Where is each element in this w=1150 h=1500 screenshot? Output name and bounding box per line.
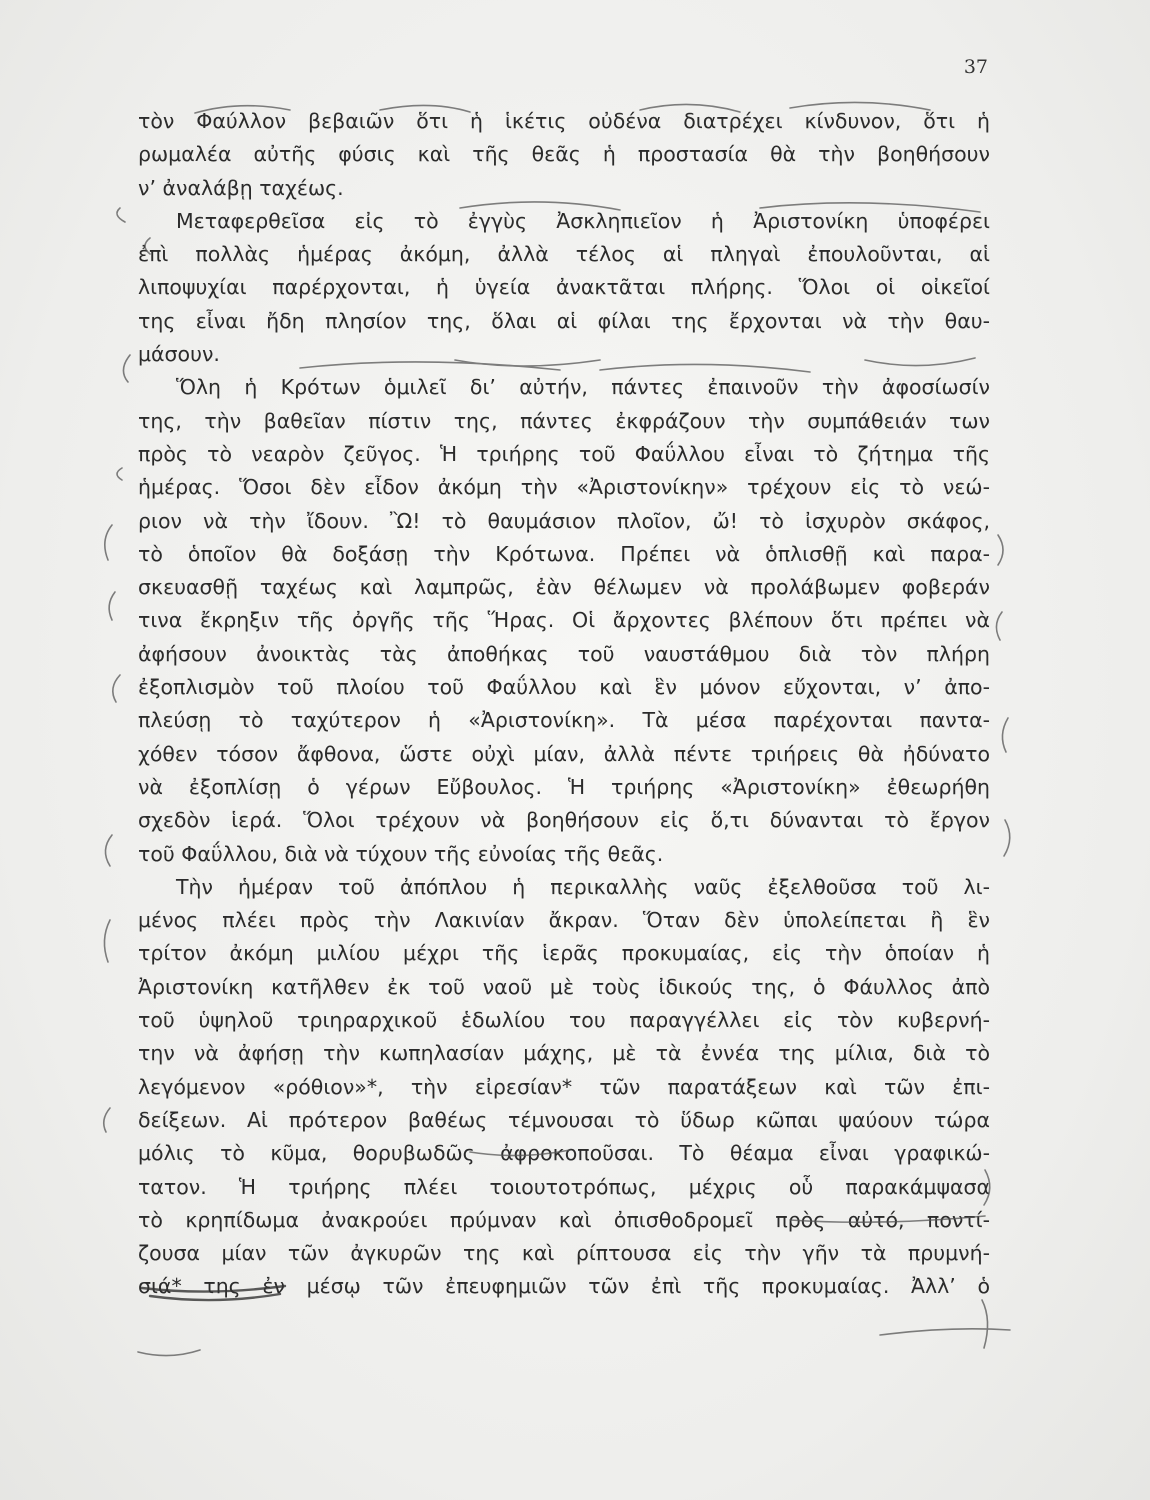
text-line: ριον νὰ τὴν ἴδουν. Ὢ! τὸ θαυμάσιον πλοῖον, ὤ! τὸ ἰσχυρὸν σκάφος, xyxy=(138,508,990,533)
text-line: Ἀριστονίκη κατῆλθεν ἐκ τοῦ ναοῦ μὲ τοὺς ἰδικούς της, ὁ Φάυλλος ἀπὸ xyxy=(138,974,990,999)
text-line: σκευασθῇ ταχέως καὶ λαμπρῶς, ἐὰν θέλωμεν νὰ προλάβωμεν φοβεράν xyxy=(138,575,990,600)
body-text xyxy=(138,105,990,1304)
text-line: ζουσα μίαν τῶν ἀγκυρῶν της καὶ ρίπτουσα εἰς τὴν γῆν τὰ πρυμνή- xyxy=(138,1241,990,1266)
text-line: ρωμαλέα αὐτῆς φύσις καὶ τῆς θεᾶς ἡ προστασία θὰ τὴν βοηθήσουν xyxy=(138,142,990,167)
text-line: τὸ ὁποῖον θὰ δοξάσῃ τὴν Κρότωνα. Πρέπει νὰ ὁπλισθῇ καὶ παρα- xyxy=(138,541,990,566)
margin-bracket xyxy=(117,208,125,222)
text-line: δείξεων. Αἱ πρότερον βαθέως τέμνουσαι τὸ ὕδωρ κῶπαι ψαύουν τώρα xyxy=(138,1107,990,1132)
text-line: τρίτον ἀκόμη μιλίου μέχρι τῆς ἱερᾶς προκυμαίας, εἰς τὴν ὁποίαν ἡ xyxy=(138,941,990,966)
text-line: της εἶναι ἤδη πλησίον της, ὅλαι αἱ φίλαι της ἔρχονται νὰ τὴν θαυ- xyxy=(138,308,990,333)
margin-bracket xyxy=(982,1300,988,1348)
text-line: σιά* της ἐν μέσῳ τῶν ἐπευφημιῶν τῶν ἐπὶ τῆς προκυμαίας. Ἀλλ’ ὁ xyxy=(138,1274,990,1299)
underline-mark xyxy=(138,1350,200,1356)
text-line: πρὸς τὸ νεαρὸν ζεῦγος. Ἡ τριήρης τοῦ Φαΰλλου εἶναι τὸ ζήτημα τῆς xyxy=(138,441,990,466)
text-line: μένος πλέει πρὸς τὴν Λακινίαν ἄκραν. Ὅταν δὲν ὑπολείπεται ἢ ἓν xyxy=(138,908,990,933)
margin-bracket xyxy=(113,675,120,702)
text-line: τατον. Ἡ τριήρης πλέει τοιουτοτρόπως, μέχρις οὗ παρακάμψασα xyxy=(138,1174,990,1199)
underline-mark xyxy=(880,1329,1010,1335)
margin-bracket xyxy=(105,835,112,866)
text-line: ἀφήσουν ἀνοικτὰς τὰς ἀποθήκας τοῦ ναυστάθμου διὰ τὸν πλήρη xyxy=(138,641,990,666)
text-line: μόλις τὸ κῦμα, θορυβωδῶς ἀφροκοποῦσαι. Τὸ θέαμα εἶναι γραφικώ- xyxy=(138,1141,990,1166)
text-line: λεγόμενον «ρόθιον»*, τὴν εἰρεσίαν* τῶν παρατάξεων καὶ τῶν ἐπι- xyxy=(138,1074,990,1099)
text-line: τινα ἔκρηξιν τῆς ὀργῆς τῆς Ἥρας. Οἱ ἄρχοντες βλέπουν ὅτι πρέπει νὰ xyxy=(138,608,990,633)
text-line: Ὅλη ἡ Κρότων ὁμιλεῖ δι’ αὐτήν, πάντες ἐπαινοῦν τὴν ἀφοσίωσίν xyxy=(176,375,990,400)
text-line: ν’ ἀναλάβῃ ταχέως. xyxy=(138,175,344,200)
margin-bracket xyxy=(1002,718,1008,752)
text-line: τοῦ Φαΰλλου, διὰ νὰ τύχουν τῆς εὐνοίας τῆς θεᾶς. xyxy=(138,841,664,866)
text-line: ἐξοπλισμὸν τοῦ πλοίου τοῦ Φαΰλλου καὶ ἓν μόνον εὔχονται, ν’ ἀπο- xyxy=(138,675,990,700)
margin-bracket xyxy=(104,920,110,962)
text-line: νὰ ἐξοπλίσῃ ὁ γέρων Εὔβουλος. Ἡ τριήρης «Ἀριστονίκη» ἐθεωρήθη xyxy=(138,774,990,799)
text-line: ἡμέρας. Ὅσοι δὲν εἶδον ἀκόμη τὴν «Ἀριστονίκην» τρέχουν εἰς τὸ νεώ- xyxy=(138,475,990,500)
margin-bracket xyxy=(996,612,1002,640)
text-line: ἐπὶ πολλὰς ἡμέρας ἀκόμη, ἀλλὰ τέλος αἱ πληγαὶ ἐπουλοῦνται, αἱ xyxy=(138,242,990,267)
margin-bracket xyxy=(104,1108,110,1132)
margin-bracket xyxy=(998,535,1003,565)
text-line: την νὰ ἀφήσῃ τὴν κωπηλασίαν μάχης, μὲ τὰ ἐννέα της μίλια, διὰ τὸ xyxy=(138,1041,990,1066)
margin-bracket xyxy=(117,468,122,480)
text-line: πλεύσῃ τὸ ταχύτερον ἡ «Ἀριστονίκη». Τὰ μέσα παρέχονται παντα- xyxy=(138,708,990,733)
text-line: λιποψυχίαι παρέρχονται, ἡ ὑγεία ἀνακτᾶται πλήρης. Ὅλοι οἱ οἰκεῖοί xyxy=(138,275,990,300)
margin-bracket xyxy=(123,355,130,382)
page-number: 37 xyxy=(963,56,988,78)
margin-bracket xyxy=(105,525,112,560)
text-line: της, τὴν βαθεῖαν πίστιν της, πάντες ἐκφράζουν τὴν συμπάθειάν των xyxy=(138,408,990,433)
text-line: τὸ κρηπίδωμα ἀνακρούει πρύμναν καὶ ὀπισθοδρομεῖ πρὸς αὐτό, ποντί- xyxy=(138,1207,990,1232)
text-line: Τὴν ἡμέραν τοῦ ἀπόπλου ἡ περικαλλὴς ναῦς ἐξελθοῦσα τοῦ λι- xyxy=(176,874,990,899)
text-line: σχεδὸν ἱερά. Ὅλοι τρέχουν νὰ βοηθήσουν εἰς ὅ,τι δύνανται τὸ ἔργον xyxy=(138,808,990,833)
margin-bracket xyxy=(1004,820,1010,856)
text-line: Μεταφερθεῖσα εἰς τὸ ἐγγὺς Ἀσκληπιεῖον ἡ Ἀριστονίκη ὑποφέρει xyxy=(176,208,990,233)
text-line: μάσουν. xyxy=(138,342,220,367)
text-line: τοῦ ὑψηλοῦ τριηραρχικοῦ ἑδωλίου του παραγγέλλει εἰς τὸν κυβερνή- xyxy=(138,1008,990,1033)
text-line: χόθεν τόσον ἄφθονα, ὥστε οὐχὶ μίαν, ἀλλὰ πέντε τριήρεις θὰ ἠδύνατο xyxy=(138,741,990,766)
margin-bracket xyxy=(109,592,115,620)
text-line: τὸν Φαύλλον βεβαιῶν ὅτι ἡ ἱκέτις οὐδένα διατρέχει κίνδυνον, ὅτι ἡ xyxy=(138,109,990,133)
